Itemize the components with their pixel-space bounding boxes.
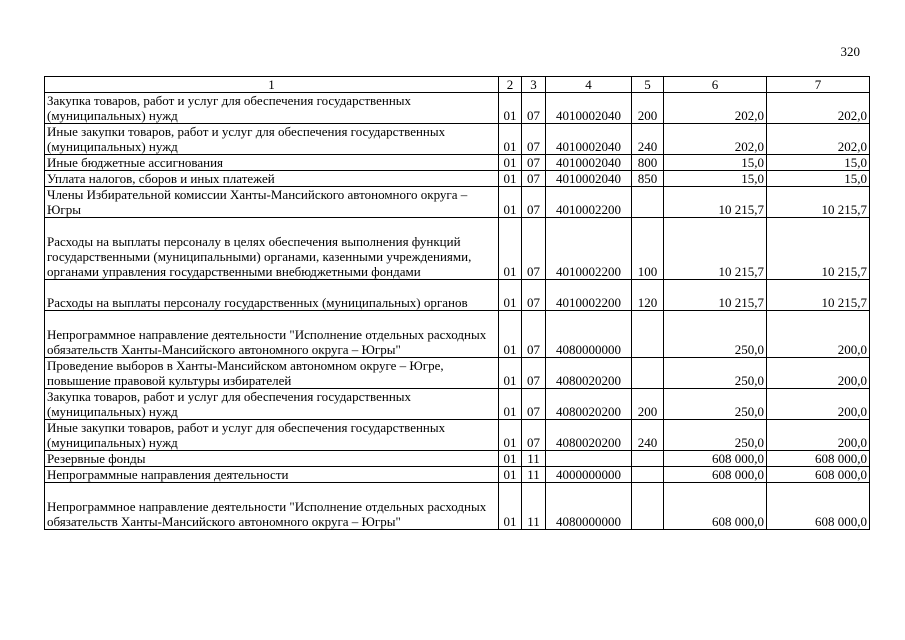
table-row (45, 483, 870, 530)
row-subsection-cell: 07 (522, 171, 546, 187)
row-section-cell: 01 (499, 218, 522, 280)
row-amount-2-cell: 15,0 (767, 171, 870, 187)
row-target-article-cell: 4010002040 (546, 155, 632, 171)
row-amount-2-cell: 10 215,7 (767, 280, 870, 311)
row-subsection-cell: 07 (522, 93, 546, 124)
row-expense-type-cell: 100 (632, 218, 664, 280)
row-amount-1-cell: 202,0 (664, 93, 767, 124)
row-name-cell: Иные бюджетные ассигнования (45, 155, 499, 171)
row-amount-1-cell: 250,0 (664, 389, 767, 420)
row-name-cell: Иные закупки товаров, работ и услуг для обеспечения государственных (муниципальных) нужд (45, 420, 499, 451)
row-section-cell: 01 (499, 187, 522, 218)
row-subsection-cell: 07 (522, 124, 546, 155)
row-expense-type-cell: 120 (632, 280, 664, 311)
row-amount-2-cell: 608 000,0 (767, 451, 870, 467)
row-target-article-cell: 4010002200 (546, 187, 632, 218)
row-name-cell: Проведение выборов в Ханты-Мансийском автономном округе – Югре, повышение правовой культуры избирателей (45, 358, 499, 389)
row-target-article-cell: 4080000000 (546, 483, 632, 530)
row-target-article-cell: 4010002040 (546, 93, 632, 124)
row-name-cell: Непрограммное направление деятельности "Исполнение отдельных расходных обязательств Ханты-Мансийского автономного округа – Югры" (45, 311, 499, 358)
header-cell-6: 6 (664, 77, 767, 93)
row-amount-1-cell: 15,0 (664, 171, 767, 187)
row-target-article-cell: 4080000000 (546, 311, 632, 358)
row-amount-2-cell: 202,0 (767, 93, 870, 124)
row-name-cell: Закупка товаров, работ и услуг для обеспечения государственных (муниципальных) нужд (45, 93, 499, 124)
header-cell-7: 7 (767, 77, 870, 93)
row-subsection-cell: 07 (522, 420, 546, 451)
row-subsection-cell: 07 (522, 311, 546, 358)
table-row (45, 171, 870, 187)
row-amount-2-cell: 608 000,0 (767, 467, 870, 483)
row-section-cell: 01 (499, 93, 522, 124)
table-row (45, 93, 870, 124)
row-amount-2-cell: 200,0 (767, 420, 870, 451)
row-section-cell: 01 (499, 171, 522, 187)
row-subsection-cell: 07 (522, 155, 546, 171)
row-subsection-cell: 07 (522, 218, 546, 280)
row-section-cell: 01 (499, 280, 522, 311)
row-amount-1-cell: 608 000,0 (664, 451, 767, 467)
row-amount-1-cell: 15,0 (664, 155, 767, 171)
row-amount-1-cell: 202,0 (664, 124, 767, 155)
table-row (45, 420, 870, 451)
row-expense-type-cell: 800 (632, 155, 664, 171)
row-section-cell: 01 (499, 155, 522, 171)
row-name-cell: Резервные фонды (45, 451, 499, 467)
table-row (45, 467, 870, 483)
row-name-cell: Непрограммное направление деятельности "Исполнение отдельных расходных обязательств Ханты-Мансийского автономного округа – Югры" (45, 483, 499, 530)
table-row (45, 280, 870, 311)
header-row (45, 77, 870, 93)
row-name-cell: Непрограммные направления деятельности (45, 467, 499, 483)
row-expense-type-cell: 240 (632, 420, 664, 451)
row-expense-type-cell: 200 (632, 93, 664, 124)
row-target-article-cell: 4080020200 (546, 389, 632, 420)
row-name-cell: Расходы на выплаты персоналу в целях обеспечения выполнения функций государственными (муниципальными) органами, казенными учреждениями, органами управления государственными внебюджетными фондами (45, 218, 499, 280)
row-target-article-cell: 4010002040 (546, 171, 632, 187)
row-target-article-cell: 4080020200 (546, 420, 632, 451)
header-cell-4: 4 (546, 77, 632, 93)
row-subsection-cell: 11 (522, 483, 546, 530)
header-cell-3: 3 (522, 77, 546, 93)
row-subsection-cell: 11 (522, 451, 546, 467)
row-target-article-cell: 4010002200 (546, 218, 632, 280)
row-target-article-cell: 4080020200 (546, 358, 632, 389)
row-amount-1-cell: 608 000,0 (664, 467, 767, 483)
row-name-cell: Иные закупки товаров, работ и услуг для обеспечения государственных (муниципальных) нужд (45, 124, 499, 155)
row-name-cell: Закупка товаров, работ и услуг для обеспечения государственных (муниципальных) нужд (45, 389, 499, 420)
row-section-cell: 01 (499, 483, 522, 530)
row-amount-2-cell: 202,0 (767, 124, 870, 155)
table-row (45, 218, 870, 280)
row-amount-1-cell: 10 215,7 (664, 280, 767, 311)
table-row (45, 311, 870, 358)
row-expense-type-cell (632, 358, 664, 389)
row-amount-1-cell: 608 000,0 (664, 483, 767, 530)
table-row (45, 389, 870, 420)
row-amount-2-cell: 200,0 (767, 358, 870, 389)
row-amount-2-cell: 10 215,7 (767, 187, 870, 218)
row-amount-2-cell: 15,0 (767, 155, 870, 171)
row-section-cell: 01 (499, 124, 522, 155)
header-cell-2: 2 (499, 77, 522, 93)
row-subsection-cell: 07 (522, 280, 546, 311)
header-cell-5: 5 (632, 77, 664, 93)
row-section-cell: 01 (499, 358, 522, 389)
table-row (45, 155, 870, 171)
row-amount-1-cell: 250,0 (664, 420, 767, 451)
row-section-cell: 01 (499, 389, 522, 420)
row-expense-type-cell (632, 451, 664, 467)
row-section-cell: 01 (499, 467, 522, 483)
budget-table (44, 76, 870, 530)
row-amount-2-cell: 200,0 (767, 311, 870, 358)
row-amount-1-cell: 250,0 (664, 311, 767, 358)
header-cell-1: 1 (45, 77, 499, 93)
row-expense-type-cell: 850 (632, 171, 664, 187)
row-amount-2-cell: 10 215,7 (767, 218, 870, 280)
row-amount-1-cell: 10 215,7 (664, 218, 767, 280)
row-subsection-cell: 07 (522, 358, 546, 389)
row-expense-type-cell (632, 311, 664, 358)
table-body (45, 93, 870, 530)
row-section-cell: 01 (499, 420, 522, 451)
row-amount-1-cell: 250,0 (664, 358, 767, 389)
row-target-article-cell: 4010002040 (546, 124, 632, 155)
row-name-cell: Уплата налогов, сборов и иных платежей (45, 171, 499, 187)
table-row (45, 451, 870, 467)
row-name-cell: Расходы на выплаты персоналу государственных (муниципальных) органов (45, 280, 499, 311)
table-row (45, 187, 870, 218)
row-target-article-cell: 4010002200 (546, 280, 632, 311)
row-amount-2-cell: 608 000,0 (767, 483, 870, 530)
row-amount-1-cell: 10 215,7 (664, 187, 767, 218)
row-subsection-cell: 11 (522, 467, 546, 483)
row-amount-2-cell: 200,0 (767, 389, 870, 420)
row-name-cell: Члены Избирательной комиссии Ханты-Мансийского автономного округа – Югры (45, 187, 499, 218)
table-row (45, 124, 870, 155)
row-section-cell: 01 (499, 311, 522, 358)
row-expense-type-cell (632, 467, 664, 483)
row-expense-type-cell (632, 187, 664, 218)
row-expense-type-cell: 240 (632, 124, 664, 155)
row-target-article-cell: 4000000000 (546, 467, 632, 483)
page-number: 320 (840, 44, 860, 59)
table-row (45, 358, 870, 389)
row-expense-type-cell (632, 483, 664, 530)
row-expense-type-cell: 200 (632, 389, 664, 420)
row-target-article-cell (546, 451, 632, 467)
row-subsection-cell: 07 (522, 389, 546, 420)
row-subsection-cell: 07 (522, 187, 546, 218)
row-section-cell: 01 (499, 451, 522, 467)
